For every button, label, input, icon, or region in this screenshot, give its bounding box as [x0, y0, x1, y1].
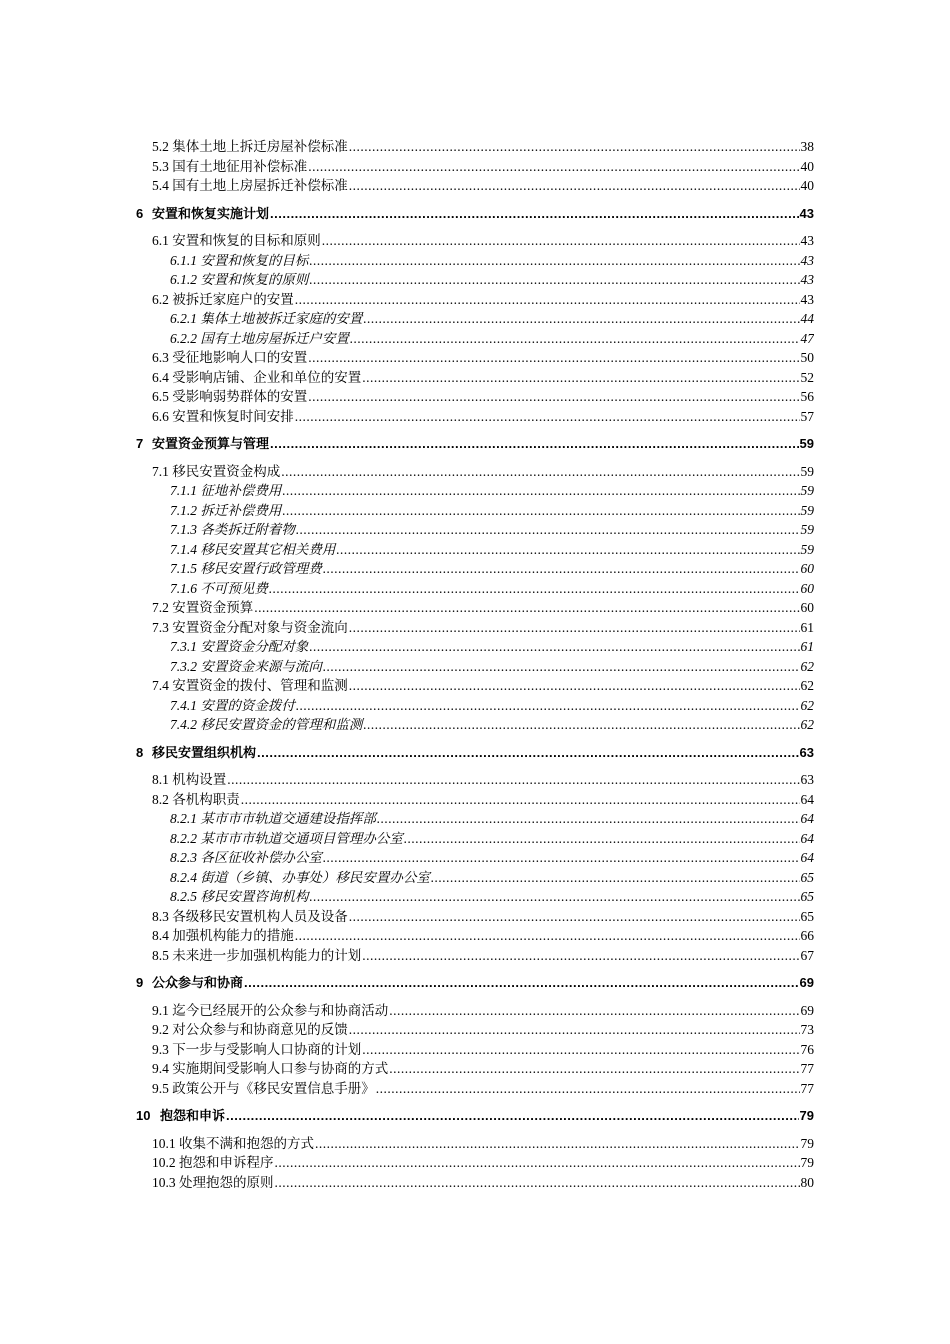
toc-page-number: 44 — [800, 311, 814, 326]
dot-leader — [275, 1173, 800, 1193]
toc-entry-number: 9 — [136, 975, 144, 990]
toc-section-entry[interactable] — [130, 946, 814, 966]
toc-subsection-entry[interactable] — [130, 809, 814, 829]
dot-leader — [226, 1106, 799, 1126]
toc-section-entry[interactable] — [130, 1040, 814, 1060]
toc-section-entry[interactable] — [130, 1134, 814, 1154]
toc-page-number: 59 — [800, 502, 814, 518]
toc-entry-number: 7.1.4 — [170, 541, 197, 557]
toc-page-number: 65 — [800, 869, 814, 885]
toc-entry-number: 6.5 — [152, 389, 169, 404]
dot-leader — [362, 946, 799, 966]
toc-entry-title: 街道（乡镇、办事处）移民安置办公室 — [200, 869, 430, 885]
toc-entry-number: 9.2 — [152, 1022, 169, 1037]
toc-page-number: 77 — [800, 1061, 814, 1076]
dot-leader — [404, 829, 800, 849]
dot-leader — [389, 1001, 799, 1021]
toc-subsection-entry[interactable] — [130, 868, 814, 888]
toc-entry-number: 10 — [136, 1108, 151, 1123]
toc-page-number: 40 — [800, 158, 814, 174]
toc-page-number: 76 — [800, 1041, 814, 1057]
toc-entry-number: 7 — [136, 436, 144, 451]
toc-page-number: 62 — [800, 697, 814, 713]
toc-page-number: 66 — [800, 928, 814, 943]
toc-entry-title: 抱怨和申诉程序 — [179, 1155, 274, 1170]
dot-leader — [309, 637, 799, 657]
toc-page-number: 63 — [799, 744, 814, 760]
toc-section-entry[interactable] — [130, 387, 814, 407]
toc-entry-title: 抱怨和申诉 — [160, 1108, 226, 1123]
toc-page-number: 62 — [800, 678, 814, 693]
toc-page-number: 64 — [800, 791, 814, 807]
dot-leader — [362, 1040, 799, 1060]
toc-entry-number: 5.4 — [152, 178, 169, 193]
toc-entry-number: 6 — [136, 205, 144, 221]
toc-subsection-entry[interactable] — [130, 309, 814, 329]
toc-entry-title: 安置和恢复时间安排 — [172, 408, 294, 424]
toc-page-number: 43 — [800, 252, 814, 268]
toc-page-number: 40 — [800, 178, 814, 193]
toc-entry-title: 集体土地被拆迁家庭的安置 — [200, 311, 363, 326]
toc-entry-title: 移民安置咨询机构 — [200, 889, 309, 904]
toc-page-number: 50 — [800, 350, 814, 365]
toc-section-entry[interactable] — [130, 926, 814, 946]
toc-page-number: 64 — [800, 850, 814, 865]
toc-entry-title: 被拆迁家庭户的安置 — [172, 291, 294, 307]
toc-page-number: 52 — [800, 369, 814, 385]
toc-entry-number: 6.2 — [152, 291, 169, 307]
toc-page-number: 59 — [799, 436, 814, 451]
toc-chapter-entry[interactable] — [130, 204, 814, 224]
toc-entry-title: 安置和恢复的目标 — [200, 252, 309, 268]
toc-page-number: 62 — [800, 658, 814, 674]
toc-subsection-entry[interactable] — [130, 559, 814, 579]
toc-entry-title: 受影响店铺、企业和单位的安置 — [172, 369, 362, 385]
toc-entry-title: 公众参与和协商 — [152, 975, 244, 990]
toc-entry-number: 5.2 — [152, 139, 169, 154]
dot-leader — [315, 1134, 800, 1154]
toc-entry-title: 安置的资金拨付 — [200, 697, 295, 713]
toc-page-number: 57 — [800, 408, 814, 424]
toc-section-entry[interactable] — [130, 157, 814, 177]
toc-entry-title: 安置资金来源与流向 — [200, 658, 322, 674]
dot-leader — [309, 251, 799, 271]
dot-leader — [323, 657, 800, 677]
toc-section-entry[interactable] — [130, 770, 814, 790]
toc-page-number: 43 — [800, 291, 814, 307]
toc-entry-title: 征地补偿费用 — [200, 483, 282, 498]
dot-leader — [377, 809, 800, 829]
toc-entry-title: 收集不满和抱怨的方式 — [179, 1135, 314, 1151]
toc-entry-number: 7.4 — [152, 678, 169, 693]
toc-section-entry[interactable] — [130, 368, 814, 388]
toc-entry-title: 机构设置 — [172, 772, 227, 787]
toc-page-number: 73 — [800, 1022, 814, 1037]
toc-subsection-entry[interactable] — [130, 251, 814, 271]
toc-subsection-entry[interactable] — [130, 270, 814, 290]
toc-entry-number: 8.4 — [152, 928, 169, 943]
toc-page-number: 64 — [800, 830, 814, 846]
dot-leader — [295, 290, 800, 310]
dot-leader — [431, 868, 800, 888]
toc-page-number: 43 — [800, 233, 814, 248]
toc-page-number: 60 — [800, 561, 814, 576]
toc-entry-title: 安置和恢复的目标和原则 — [172, 233, 321, 248]
toc-section-entry[interactable] — [130, 618, 814, 638]
toc-entry-title: 拆迁补偿费用 — [200, 502, 282, 518]
toc-section-entry[interactable] — [130, 462, 814, 482]
toc-page-number: 64 — [800, 811, 814, 826]
toc-page-number: 63 — [800, 772, 814, 787]
toc-entry-number: 6.6 — [152, 408, 169, 424]
toc-page-number: 79 — [800, 1155, 814, 1170]
dot-leader — [282, 481, 799, 501]
toc-page-number: 59 — [800, 522, 814, 537]
toc-subsection-entry[interactable] — [130, 520, 814, 540]
toc-chapter-entry[interactable] — [130, 743, 814, 763]
toc-section-entry[interactable] — [130, 907, 814, 927]
toc-section-entry[interactable] — [130, 1059, 814, 1079]
toc-section-entry[interactable] — [130, 137, 814, 157]
dot-leader — [254, 598, 799, 618]
dot-leader — [308, 387, 799, 407]
toc-chapter-entry[interactable] — [130, 434, 814, 454]
toc-entry-number: 10.3 — [152, 1174, 176, 1190]
toc-entry-title: 安置资金预算与管理 — [152, 436, 270, 451]
toc-page-number: 38 — [800, 139, 814, 154]
toc-entry-title: 各机构职责 — [172, 791, 240, 807]
toc-entry-title: 各区征收补偿办公室 — [200, 850, 322, 865]
dot-leader — [227, 770, 799, 790]
toc-entry-number: 7.3.1 — [170, 639, 197, 654]
dot-leader — [295, 407, 800, 427]
toc-entry-title: 迄今已经展开的公众参与和协商活动 — [172, 1002, 389, 1018]
dot-leader — [362, 368, 799, 388]
toc-entry-number: 10.1 — [152, 1135, 176, 1151]
dot-leader — [309, 270, 799, 290]
toc-subsection-entry[interactable] — [130, 579, 814, 599]
toc-page-number: 56 — [800, 389, 814, 404]
toc-entry-number: 8.2 — [152, 791, 169, 807]
toc-page-number: 47 — [800, 330, 814, 346]
toc-page-number: 59 — [800, 463, 814, 479]
dot-leader — [257, 743, 799, 763]
toc-page-number: 80 — [800, 1174, 814, 1190]
toc-entry-number: 8.2.3 — [170, 850, 197, 865]
dot-leader — [350, 329, 800, 349]
toc-page-number: 43 — [800, 272, 814, 287]
toc-section-entry[interactable] — [130, 348, 814, 368]
toc-entry-number: 7.1 — [152, 463, 169, 479]
toc-page-number: 60 — [800, 600, 814, 615]
toc-page-number: 79 — [800, 1135, 814, 1151]
dot-leader — [296, 696, 800, 716]
toc-entry-number: 9.3 — [152, 1041, 169, 1057]
toc-page-number: 43 — [799, 205, 814, 221]
toc-subsection-entry[interactable] — [130, 657, 814, 677]
dot-leader — [363, 715, 799, 735]
toc-section-entry[interactable] — [130, 1079, 814, 1099]
dot-leader — [336, 540, 799, 560]
toc-entry-title: 国有土地房屋拆迁户安置 — [200, 330, 349, 346]
dot-leader — [323, 848, 800, 868]
dot-leader — [244, 973, 799, 993]
toc-entry-title: 各类拆迁附着物 — [200, 522, 295, 537]
toc-entry-title: 移民安置其它相关费用 — [200, 541, 336, 557]
toc-section-entry[interactable] — [130, 1020, 814, 1040]
toc-section-entry[interactable] — [130, 407, 814, 427]
toc-page-number: 62 — [800, 717, 814, 732]
toc-page-number: 60 — [800, 580, 814, 596]
toc-entry-number: 7.3 — [152, 619, 169, 635]
toc-entry-number: 5.3 — [152, 158, 169, 174]
toc-entry-title: 国有土地征用补偿标准 — [172, 158, 308, 174]
dot-leader — [349, 137, 800, 157]
dot-leader — [349, 618, 800, 638]
toc-entry-title: 安置资金的拨付、管理和监测 — [172, 678, 348, 693]
toc-section-entry[interactable] — [130, 1173, 814, 1193]
toc-entry-number: 6.1.1 — [170, 252, 197, 268]
toc-entry-title: 加强机构能力的措施 — [172, 928, 294, 943]
toc-entry-number: 6.2.1 — [170, 311, 197, 326]
dot-leader — [349, 676, 800, 696]
toc-entry-title: 未来进一步加强机构能力的计划 — [172, 947, 362, 963]
toc-entry-number: 6.2.2 — [170, 330, 197, 346]
toc-entry-title: 某市市市轨道交通项目管理办公室 — [200, 830, 403, 846]
toc-page-number: 65 — [800, 908, 814, 924]
toc-chapter-entry[interactable] — [130, 1106, 814, 1126]
toc-entry-number: 9.5 — [152, 1080, 169, 1096]
toc-entry-number: 6.3 — [152, 350, 169, 365]
toc-entry-number: 8 — [136, 744, 144, 760]
dot-leader — [275, 1153, 800, 1173]
dot-leader — [241, 790, 800, 810]
toc-section-entry[interactable] — [130, 176, 814, 196]
toc-entry-title: 受影响弱势群体的安置 — [172, 389, 308, 404]
toc-subsection-entry[interactable] — [130, 887, 814, 907]
toc-entry-title: 移民安置资金构成 — [172, 463, 281, 479]
toc-entry-number: 8.2.5 — [170, 889, 197, 904]
dot-leader — [308, 157, 799, 177]
toc-section-entry[interactable] — [130, 231, 814, 251]
dot-leader — [322, 231, 800, 251]
toc-subsection-entry[interactable] — [130, 637, 814, 657]
toc-entry-title: 某市市市轨道交通建设指挥部 — [200, 811, 376, 826]
toc-section-entry[interactable] — [130, 1153, 814, 1173]
toc-entry-number: 8.3 — [152, 908, 169, 924]
toc-entry-title: 政策公开与《移民安置信息手册》 — [172, 1080, 375, 1096]
toc-entry-title: 国有土地上房屋拆迁补偿标准 — [172, 178, 348, 193]
toc-entry-number: 6.4 — [152, 369, 169, 385]
toc-entry-title: 安置资金分配对象 — [200, 639, 309, 654]
dot-leader — [296, 520, 800, 540]
toc-entry-number: 8.2.4 — [170, 869, 197, 885]
toc-subsection-entry[interactable] — [130, 329, 814, 349]
toc-entry-number: 6.1.2 — [170, 272, 197, 287]
dot-leader — [349, 1020, 800, 1040]
toc-chapter-entry[interactable] — [130, 973, 814, 993]
dot-leader — [309, 887, 799, 907]
dot-leader — [323, 559, 800, 579]
toc-entry-number: 8.2.1 — [170, 811, 197, 826]
toc-entry-title: 移民安置资金的管理和监测 — [200, 717, 363, 732]
toc-entry-number: 7.3.2 — [170, 658, 197, 674]
toc-page-number: 69 — [799, 975, 814, 990]
toc-entry-number: 7.2 — [152, 600, 169, 615]
toc-entry-number: 9.1 — [152, 1002, 169, 1018]
toc-entry-number: 7.1.5 — [170, 561, 197, 576]
toc-entry-title: 移民安置组织机构 — [152, 744, 257, 760]
toc-entry-number: 7.1.3 — [170, 522, 197, 537]
toc-entry-title: 处理抱怨的原则 — [179, 1174, 274, 1190]
toc-section-entry[interactable] — [130, 676, 814, 696]
dot-leader — [363, 309, 799, 329]
toc-entry-title: 实施期间受影响人口参与协商的方式 — [172, 1061, 389, 1076]
toc-page-number: 59 — [800, 483, 814, 498]
toc-subsection-entry[interactable] — [130, 829, 814, 849]
toc-page-number: 77 — [800, 1080, 814, 1096]
toc-entry-title: 安置资金分配对象与资金流向 — [172, 619, 348, 635]
toc-entry-title: 安置和恢复实施计划 — [152, 205, 270, 221]
dot-leader — [281, 462, 799, 482]
toc-page-number: 65 — [800, 889, 814, 904]
dot-leader — [308, 348, 799, 368]
toc-page-number: 79 — [799, 1108, 814, 1123]
dot-leader — [269, 579, 800, 599]
toc-entry-title: 下一步与受影响人口协商的计划 — [172, 1041, 362, 1057]
toc-subsection-entry[interactable] — [130, 481, 814, 501]
toc-page-number: 61 — [800, 619, 814, 635]
toc-entry-number: 7.4.2 — [170, 717, 197, 732]
toc-entry-title: 各级移民安置机构人员及设备 — [172, 908, 348, 924]
dot-leader — [270, 434, 799, 454]
toc-entry-number: 7.1.6 — [170, 580, 197, 596]
toc-entry-number: 7.4.1 — [170, 697, 197, 713]
dot-leader — [376, 1079, 800, 1099]
table-of-contents — [130, 137, 814, 1192]
toc-entry-title: 受征地影响人口的安置 — [172, 350, 308, 365]
toc-entry-title: 集体土地上拆迁房屋补偿标准 — [172, 139, 348, 154]
toc-page-number: 59 — [800, 541, 814, 557]
toc-entry-number: 8.1 — [152, 772, 169, 787]
toc-subsection-entry[interactable] — [130, 715, 814, 735]
toc-entry-number: 6.1 — [152, 233, 169, 248]
toc-subsection-entry[interactable] — [130, 540, 814, 560]
toc-section-entry[interactable] — [130, 1001, 814, 1021]
toc-entry-number: 8.2.2 — [170, 830, 197, 846]
toc-subsection-entry[interactable] — [130, 848, 814, 868]
toc-entry-title: 对公众参与和协商意见的反馈 — [172, 1022, 348, 1037]
dot-leader — [349, 907, 800, 927]
toc-entry-number: 8.5 — [152, 947, 169, 963]
dot-leader — [282, 501, 799, 521]
toc-entry-title: 安置和恢复的原则 — [200, 272, 309, 287]
toc-entry-number: 7.1.2 — [170, 502, 197, 518]
dot-leader — [270, 204, 799, 224]
toc-section-entry[interactable] — [130, 790, 814, 810]
toc-page-number: 69 — [800, 1002, 814, 1018]
toc-subsection-entry[interactable] — [130, 501, 814, 521]
toc-entry-title: 移民安置行政管理费 — [200, 561, 322, 576]
dot-leader — [295, 926, 800, 946]
dot-leader — [349, 176, 800, 196]
toc-subsection-entry[interactable] — [130, 696, 814, 716]
dot-leader — [389, 1059, 799, 1079]
toc-entry-title: 安置资金预算 — [172, 600, 254, 615]
toc-section-entry[interactable] — [130, 598, 814, 618]
toc-page-number: 61 — [800, 639, 814, 654]
toc-entry-title: 不可预见费 — [200, 580, 268, 596]
toc-entry-number: 7.1.1 — [170, 483, 197, 498]
toc-section-entry[interactable] — [130, 290, 814, 310]
toc-entry-number: 9.4 — [152, 1061, 169, 1076]
toc-page-number: 67 — [800, 947, 814, 963]
toc-entry-number: 10.2 — [152, 1155, 176, 1170]
